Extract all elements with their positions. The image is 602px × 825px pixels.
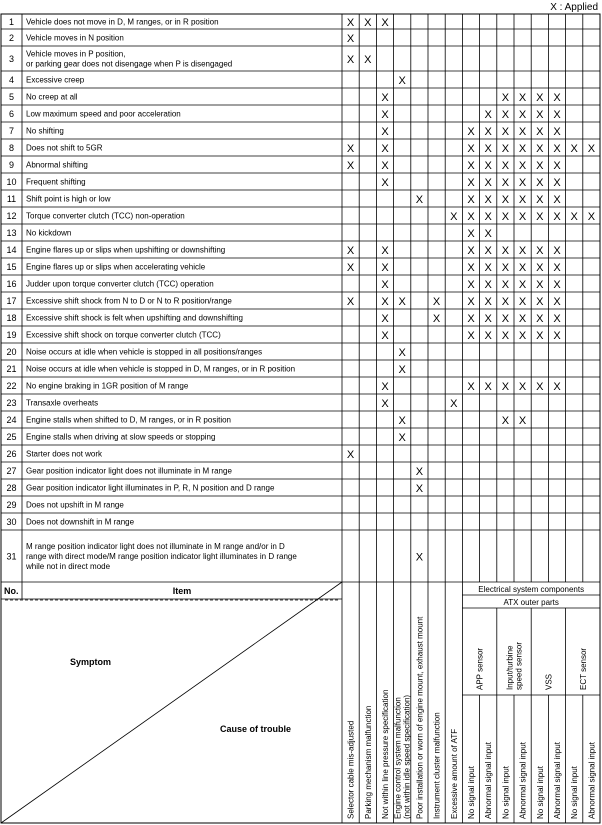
applied-mark: X [501, 279, 510, 291]
row-symptom-text: Gear position indicator light illuminates in P, R, N position and D range [26, 483, 275, 493]
row-symptom-text: No shifting [26, 126, 64, 136]
applied-mark: X [381, 17, 389, 29]
cause-label-5: Instrument cluster malfunction [432, 712, 442, 819]
applied-mark: X [518, 92, 527, 104]
sensor-name: speed sensor [514, 641, 524, 690]
applied-mark: X [484, 262, 492, 274]
row-number: 11 [6, 194, 17, 204]
row-number: 6 [8, 109, 15, 119]
applied-mark: X [518, 194, 527, 206]
applied-mark: X [536, 194, 544, 206]
row-symptom-text: Torque converter clutch (TCC) non-operation [26, 211, 185, 221]
applied-mark: X [553, 109, 561, 121]
applied-mark: X [484, 177, 492, 189]
row-symptom-text: No creep at all [26, 92, 78, 102]
row-symptom-text: Shift point is high or low [26, 194, 111, 204]
applied-mark: X [518, 415, 527, 427]
sensor-name: Input/turbine [505, 645, 515, 690]
applied-mark: X [587, 211, 596, 223]
row-number: 27 [6, 466, 17, 476]
item-header: Item [172, 586, 192, 596]
row-number: 31 [6, 551, 17, 562]
cause-label-3: Engine control system malfunction [393, 697, 403, 819]
applied-mark: X [381, 92, 389, 104]
applied-mark: X [346, 245, 355, 257]
applied-mark: X [536, 296, 544, 308]
cause-label-11: No signal input [535, 766, 545, 819]
applied-mark: X [501, 330, 510, 342]
cause-label-9: No signal input [501, 766, 511, 819]
applied-mark: X [553, 313, 561, 325]
applied-mark: X [484, 228, 492, 240]
electrical-label: Electrical system components [478, 585, 585, 594]
applied-mark: X [398, 347, 406, 359]
applied-mark: X [398, 415, 406, 427]
applied-mark: X [346, 449, 355, 461]
cause-label-8: Abnormal signal input [484, 742, 494, 819]
applied-mark: X [553, 177, 561, 189]
applied-mark: X [501, 109, 510, 121]
applied-mark: X [381, 109, 389, 121]
row-number: 13 [6, 228, 17, 238]
row-symptom-text: Does not upshift in M range [26, 500, 124, 510]
cause-label-6: Excessive amount of ATF [449, 728, 459, 819]
applied-mark: X [346, 296, 355, 308]
sensor-name: APP sensor [475, 647, 485, 690]
applied-mark: X [415, 194, 424, 206]
applied-mark: X [536, 262, 544, 274]
applied-mark: X [381, 279, 389, 291]
row-symptom-text: Starter does not work [26, 449, 103, 459]
applied-mark: X [536, 92, 544, 104]
row-number: 18 [6, 313, 17, 323]
row-symptom-text: or parking gear does not disengage when P is disengaged [26, 59, 233, 69]
applied-mark: X [501, 143, 510, 155]
row-symptom-text: Transaxle overheats [26, 398, 99, 408]
cause-label-7: No signal input [467, 766, 476, 819]
applied-mark: X [484, 126, 492, 138]
row-symptom-text: No engine braking in 1GR position of M range [26, 381, 189, 391]
row-number: 21 [6, 364, 17, 374]
cause-label-12: Abnormal signal input [553, 742, 562, 819]
applied-mark: X [518, 109, 527, 121]
applied-mark: X [398, 75, 406, 87]
applied-mark: X [450, 211, 458, 223]
applied-mark: X [501, 194, 510, 206]
row-symptom-text: while not in direct mode [26, 562, 111, 571]
applied-mark: X [346, 160, 355, 172]
applied-mark: X [536, 126, 544, 138]
applied-mark: X [467, 330, 475, 342]
row-symptom-text: range with direct mode/M range position indicator light illuminates in D range [26, 552, 297, 561]
cause-label-13: No signal input [570, 766, 580, 819]
applied-mark: X [536, 381, 544, 393]
cause-label-1: Parking mechanism malfunction [363, 705, 373, 819]
applied-mark: X [518, 381, 527, 393]
applied-mark: X [484, 143, 492, 155]
applied-mark: X [467, 296, 475, 308]
applied-mark: X [415, 466, 424, 478]
row-number: 8 [8, 143, 15, 153]
applied-mark: X [484, 279, 492, 291]
row-number: 22 [6, 381, 17, 391]
applied-mark: X [467, 313, 475, 325]
row-number: 24 [6, 415, 17, 425]
applied-mark: X [381, 398, 389, 410]
applied-mark: X [553, 143, 561, 155]
atx-label: ATX outer parts [503, 598, 559, 607]
applied-mark: X [381, 160, 389, 172]
applied-mark: X [536, 279, 544, 291]
row-symptom-text: No kickdown [26, 228, 72, 238]
applied-mark: X [381, 381, 389, 393]
applied-mark: X [398, 296, 406, 308]
row-number: 1 [8, 17, 15, 27]
row-symptom-text: Abnormal shifting [26, 160, 88, 170]
applied-mark: X [553, 126, 561, 138]
sensor-name: ECT sensor [578, 647, 588, 690]
applied-mark: X [484, 330, 492, 342]
applied-mark: X [467, 177, 475, 189]
applied-mark: X [553, 381, 561, 393]
applied-mark: X [364, 17, 372, 29]
applied-mark: X [553, 330, 561, 342]
applied-mark: X [518, 126, 527, 138]
row-number: 20 [6, 347, 17, 357]
row-number: 19 [6, 330, 17, 340]
cause-label-14: Abnormal signal input [587, 742, 597, 819]
applied-mark: X [381, 262, 389, 274]
applied-mark: X [415, 551, 424, 564]
applied-mark: X [467, 194, 475, 206]
applied-mark: X [467, 381, 475, 393]
row-number: 25 [6, 432, 17, 442]
applied-mark: X [381, 126, 389, 138]
applied-mark: X [346, 17, 355, 29]
applied-mark: X [518, 245, 527, 257]
row-symptom-text: Low maximum speed and poor acceleration [26, 109, 181, 119]
row-symptom-text: Vehicle does not move in D, M ranges, or in R position [26, 17, 219, 27]
row-symptom-text: Vehicle moves in N position [26, 33, 124, 43]
applied-mark: X [501, 313, 510, 325]
applied-mark: X [467, 126, 475, 138]
applied-mark: X [398, 432, 406, 444]
applied-mark: X [536, 143, 544, 155]
cause-label-0: Selector cable mis-adjusted [346, 720, 356, 819]
applied-mark: X [518, 177, 527, 189]
applied-mark: X [536, 330, 544, 342]
cause-label-2: Not within line pressure specification [381, 689, 390, 819]
row-symptom-text: Excessive creep [26, 75, 85, 85]
applied-mark: X [501, 126, 510, 138]
applied-mark: X [381, 313, 389, 325]
applied-mark: X [346, 54, 355, 66]
cause-label: Cause of trouble [220, 724, 292, 734]
cause-label-10: Abnormal signal input [518, 742, 528, 819]
applied-mark: X [467, 143, 475, 155]
row-symptom-text: Engine flares up or slips when upshifting or downshifting [26, 245, 226, 255]
applied-mark: X [467, 160, 475, 172]
applied-mark: X [570, 143, 578, 155]
applied-mark: X [536, 211, 544, 223]
row-symptom-text: Engine flares up or slips when accelerating vehicle [26, 262, 206, 272]
applied-mark: X [381, 245, 389, 257]
row-symptom-text: Noise occurs at idle when vehicle is stopped in D, M ranges, or in R position [26, 364, 296, 374]
no-header: No. [4, 586, 19, 596]
applied-mark: X [518, 143, 527, 155]
applied-mark: X [381, 143, 389, 155]
applied-mark: X [467, 228, 475, 240]
row-number: 28 [6, 483, 17, 493]
row-number: 29 [6, 500, 17, 510]
applied-mark: X [501, 262, 510, 274]
applied-mark: X [501, 415, 510, 427]
applied-mark: X [518, 160, 527, 172]
row-symptom-text: Does not downshift in M range [26, 517, 135, 527]
applied-mark: X [450, 398, 458, 410]
legend: X : Applied [550, 2, 598, 13]
applied-mark: X [518, 211, 527, 223]
applied-mark: X [484, 381, 492, 393]
applied-mark: X [501, 211, 510, 223]
cause-label-3: (not within idle speed specification) [402, 694, 412, 819]
row-symptom-text: Excessive shift shock is felt when upshifting and downshifting [26, 313, 244, 323]
applied-mark: X [518, 313, 527, 325]
row-symptom-text: Noise occurs at idle when vehicle is stopped in all positions/ranges [26, 347, 263, 357]
applied-mark: X [381, 296, 389, 308]
applied-mark: X [553, 211, 561, 223]
row-symptom-text: Judder upon torque converter clutch (TCC) operation [26, 279, 214, 289]
applied-mark: X [484, 194, 492, 206]
applied-mark: X [553, 194, 561, 206]
symptom-label: Symptom [70, 657, 112, 667]
applied-mark: X [484, 211, 492, 223]
row-symptom-text: Vehicle moves in P position, [26, 49, 126, 59]
sensor-name: VSS [544, 673, 554, 690]
row-number: 30 [6, 517, 17, 527]
row-number: 12 [6, 211, 17, 221]
applied-mark: X [484, 109, 492, 121]
applied-mark: X [536, 177, 544, 189]
applied-mark: X [364, 54, 372, 66]
diagonal-line [1, 582, 342, 823]
applied-mark: X [501, 381, 510, 393]
applied-mark: X [536, 313, 544, 325]
row-number: 15 [6, 262, 17, 272]
row-symptom-text: Does not shift to 5GR [26, 143, 103, 153]
row-symptom-text: M range position indicator light does not illuminate in M range and/or in D [26, 542, 285, 551]
applied-mark: X [484, 313, 492, 325]
row-symptom-text: Frequent shifting [26, 177, 86, 187]
applied-mark: X [536, 245, 544, 257]
applied-mark: X [553, 296, 561, 308]
applied-mark: X [553, 160, 561, 172]
row-symptom-text: Engine stalls when driving at slow speeds or stopping [26, 432, 216, 442]
row-number: 23 [6, 398, 17, 408]
row-symptom-text: Engine stalls when shifted to D, M ranges, or in R position [26, 415, 231, 425]
applied-mark: X [536, 160, 544, 172]
row-number: 4 [8, 75, 15, 85]
applied-mark: X [467, 211, 475, 223]
applied-mark: X [467, 279, 475, 291]
row-number: 10 [6, 177, 17, 187]
cause-label-4: Poor installation or worn of engine mount, exhaust mount [415, 616, 425, 819]
applied-mark: X [553, 92, 561, 104]
applied-mark: X [518, 330, 527, 342]
applied-mark: X [518, 296, 527, 308]
applied-mark: X [570, 211, 578, 223]
row-number: 5 [8, 92, 15, 102]
applied-mark: X [432, 296, 441, 308]
row-number: 16 [6, 279, 17, 289]
applied-mark: X [501, 296, 510, 308]
applied-mark: X [518, 262, 527, 274]
applied-mark: X [484, 296, 492, 308]
row-number: 2 [8, 33, 15, 43]
row-number: 14 [6, 245, 17, 255]
applied-mark: X [518, 279, 527, 291]
row-symptom-text: Excessive shift shock from N to D or N to R position/range [26, 296, 232, 306]
row-number: 7 [8, 126, 15, 136]
applied-mark: X [587, 143, 596, 155]
applied-mark: X [467, 245, 475, 257]
applied-mark: X [415, 483, 424, 495]
row-number: 26 [6, 449, 17, 459]
applied-mark: X [536, 109, 544, 121]
row-number: 3 [8, 54, 15, 64]
applied-mark: X [346, 33, 355, 45]
applied-mark: X [501, 245, 510, 257]
applied-mark: X [467, 262, 475, 274]
applied-mark: X [346, 143, 355, 155]
applied-mark: X [381, 330, 389, 342]
applied-mark: X [346, 262, 355, 274]
applied-mark: X [484, 160, 492, 172]
applied-mark: X [484, 245, 492, 257]
row-symptom-text: Gear position indicator light does not illuminate in M range [26, 466, 232, 476]
applied-mark: X [432, 313, 441, 325]
applied-mark: X [553, 262, 561, 274]
applied-mark: X [398, 364, 406, 376]
applied-mark: X [501, 92, 510, 104]
row-number: 17 [6, 296, 17, 306]
applied-mark: X [553, 279, 561, 291]
applied-mark: X [501, 160, 510, 172]
applied-mark: X [553, 245, 561, 257]
applied-mark: X [381, 177, 389, 189]
row-symptom-text: Excessive shift shock on torque converter clutch (TCC) [26, 330, 221, 340]
row-number: 9 [8, 160, 15, 170]
applied-mark: X [501, 177, 510, 189]
